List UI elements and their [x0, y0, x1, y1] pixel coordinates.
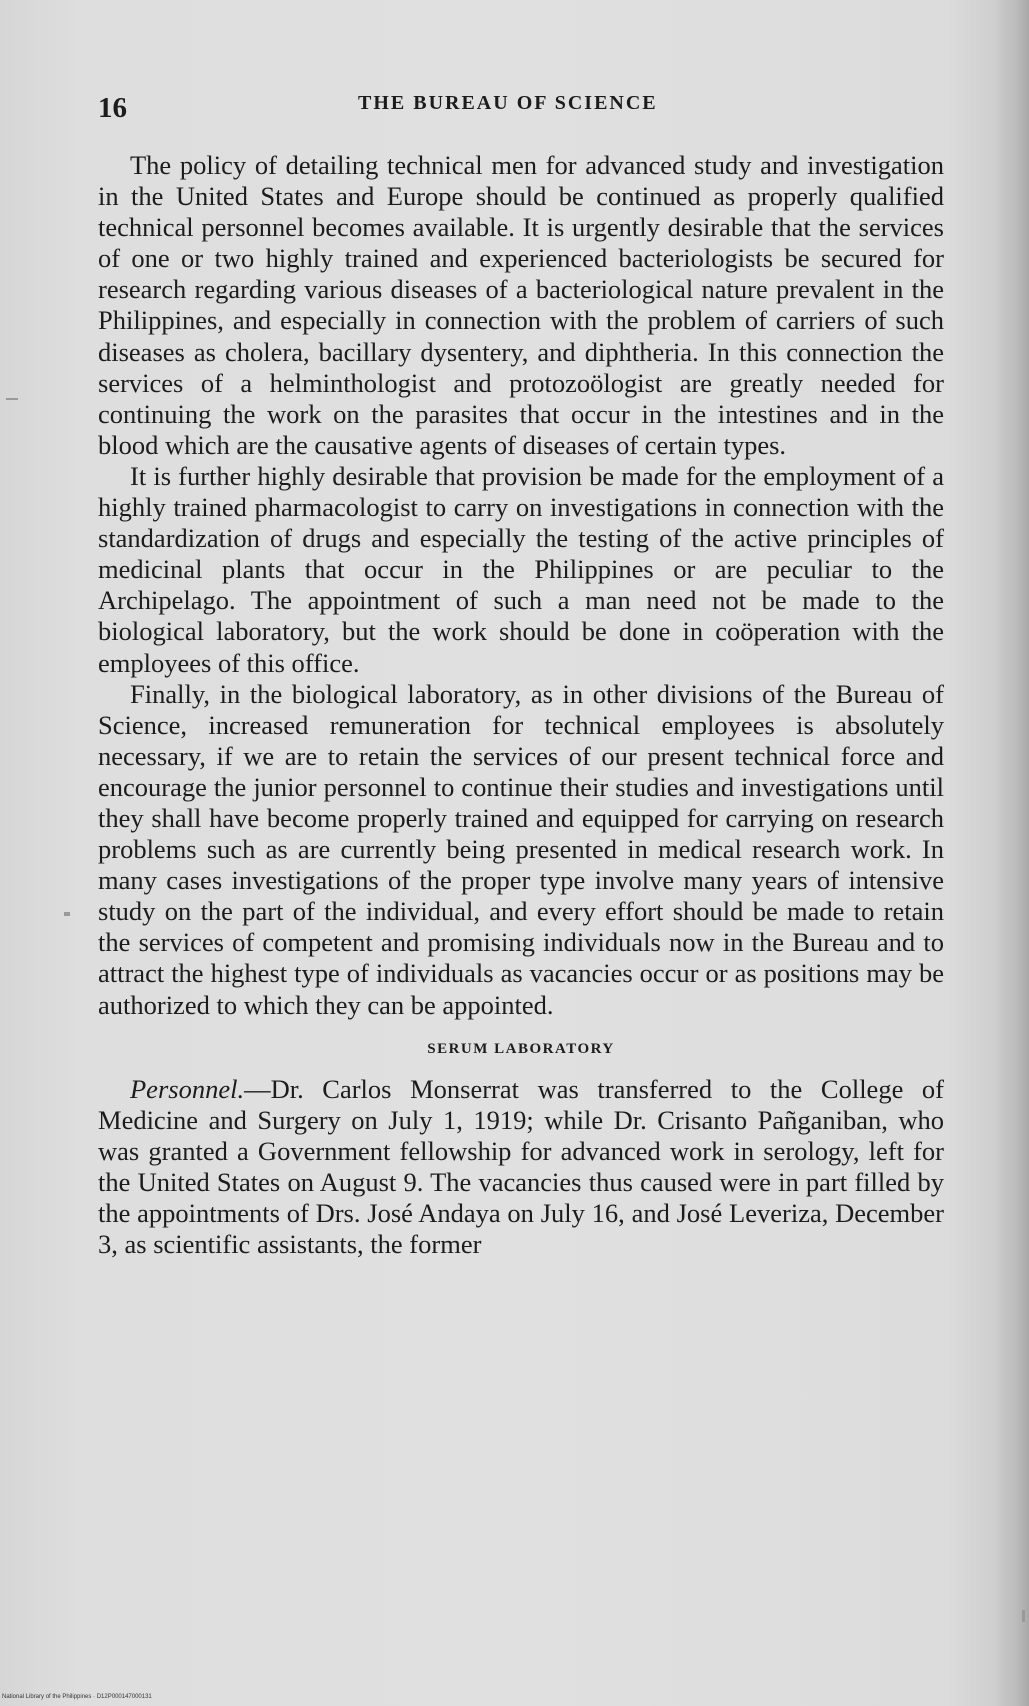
page-edge-shadow	[995, 0, 1029, 1706]
paragraph: Finally, in the biological laboratory, as in other divisions of the Bureau of Science, increased remuneration for technical employees is absolutely necessary, if we are to retain the services of our present technical force and encourage the junior personnel to continue their studies and investigations until they shall have become properly trained and equipped for carrying on research problems such as are currently being presented in medical research work. In many cases investigations of the proper type involve many years of intensive study on the part of the individual, and every effort should be made to retain the services of competent and promising individuals now in the Bureau and to attract the highest type of individuals as vacancies occur or as positions may be authorized to which they can be appointed.	[98, 678, 944, 1020]
paragraph: The policy of detailing technical men for advanced study and investigation in the United States and Europe should be continued as properly qualified technical personnel becomes available. It is urgently desirable that the services of one or two highly trained and experienced bacteriologists be secured for research regarding various diseases of a bacteriological nature prevalent in the Philippines, and especially in connection with the problem of carriers of such diseases as cholera, bacillary dysentery, and diphtheria. In this connection the services of a helminthologist and protozoölogist are greatly needed for continuing the work on the parasites that occur in the intestines and in the blood which are the causative agents of diseases of certain types.	[98, 150, 944, 460]
page-header	[98, 82, 944, 142]
margin-mark	[6, 398, 18, 400]
section-heading: SERUM LABORATORY	[427, 1040, 615, 1057]
page-number: 16	[98, 92, 127, 124]
scan-credit: National Library of the Philippines · D12P000147000131	[2, 1694, 152, 1700]
paragraph: It is further highly desirable that provision be made for the employment of a highly trained pharmacologist to carry on investigations in connection with the standardization of drugs and especially the testing of the active principles of medicinal plants that occur in the Philippines or are peculiar to the Archipelago. The appointment of such a man need not be made to the biological laboratory, but the work should be done in coöperation with the employees of this office.	[98, 460, 944, 678]
page-content	[98, 82, 944, 1260]
running-title: THE BUREAU OF SCIENCE	[358, 92, 658, 114]
margin-mark	[1022, 1610, 1025, 1622]
section-paragraph	[98, 1074, 944, 1261]
margin-mark	[64, 912, 70, 916]
run-in-heading: Personnel.	[130, 1073, 245, 1104]
section-text: —Dr. Carlos Monserrat was transferred to the College of Medicine and Surgery on July 1, 1919; while Dr. Crisanto Pañganiban, who was granted a Government fellowship for advanced work in serology, left for the United States on August 9. The vacancies thus caused were in part filled by the appointments of Drs. José Andaya on July 16, and José Leveriza, December 3, as scientific assistants, the former	[98, 1073, 944, 1260]
